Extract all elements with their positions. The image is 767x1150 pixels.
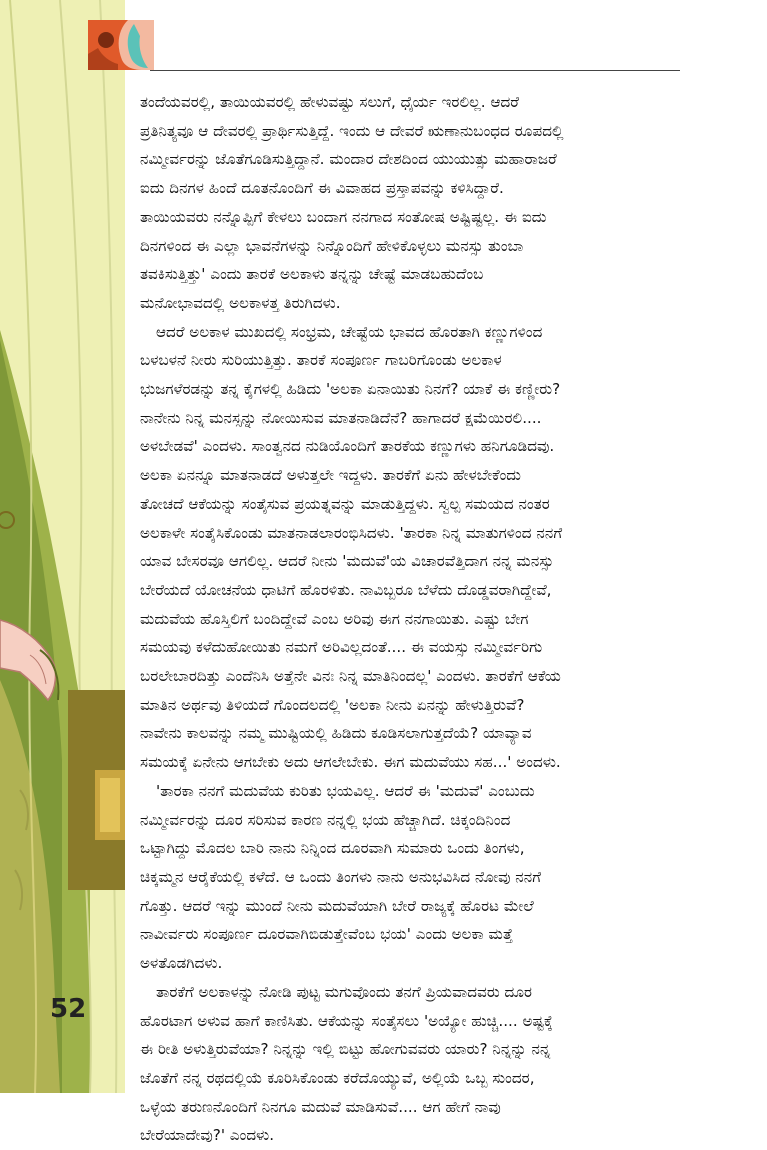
text-line: ಪ್ರತಿನಿತ್ಯವೂ ಆ ದೇವರಲ್ಲಿ ಪ್ರಾರ್ಥಿಸುತ್ತಿದ್ದೆ. ಇಂದು ಆ ದೇವರೆ ಋಣಾನುಬಂಧದ ರೂಪದಲ್ಲಿ (140, 121, 564, 140)
text-line: ನಮ್ಮೀರ್ವರನ್ನು ಜೊತೆಗೂಡಿಸುತ್ತಿದ್ದಾನೆ. ಮಂದಾರ ದೇಶದಿಂದ ಯುಯುತ್ಸು ಮಹಾರಾಜರೆ (140, 150, 557, 169)
header-rule (150, 70, 680, 71)
body-text (140, 88, 680, 1150)
text-line: ಸಮಯಕ್ಕೆ ಏನೇನು ಆಗಬೇಕು ಅದು ಆಗಲೇಬೇಕು. ಈಗ ಮದುವೆಯು ಸಹ...' ಅಂದಳು. (140, 753, 561, 772)
text-line: ಈ ರೀತಿ ಅಳುತ್ತಿರುವೆಯಾ? ನಿನ್ನನ್ನು ಇಲ್ಲಿ ಬಿಟ್ಟು ಹೋಗುವವರು ಯಾರು? ನಿನ್ನನ್ನು ನನ್ನ (140, 1040, 551, 1059)
text-line: 'ತಾರಕಾ ನನಗೆ ಮದುವೆಯ ಕುರಿತು ಭಯವಿಲ್ಲ. ಆದರೆ ಈ 'ಮದುವೆ' ಎಂಬುದು (156, 781, 535, 800)
text-line: ನಾನೇನು ನಿನ್ನ ಮನಸ್ಸನ್ನು ನೋಯಿಸುವ ಮಾತನಾಡಿದೆನೆ? ಹಾಗಾದರೆ ಕ್ಷಮೆಯಿರಲಿ.... (140, 408, 542, 427)
text-line: ಅಳಬೇಡವೆ' ಎಂದಳು. ಸಾಂತ್ವನದ ನುಡಿಯೊಂದಿಗೆ ತಾರಕೆಯ ಕಣ್ಣುಗಳು ಹನಿಗೂಡಿದವು. (140, 437, 555, 456)
page-number: 52 (50, 994, 87, 1024)
text-line: ಐದು ದಿನಗಳ ಹಿಂದೆ ದೂತನೊಂದಿಗೆ ಈ ವಿವಾಹದ ಪ್ರಸ್ತಾಪವನ್ನು ಕಳಿಸಿದ್ದಾರೆ. (140, 179, 504, 198)
text-line: ಆದರೆ ಅಲಕಾಳ ಮುಖದಲ್ಲಿ ಸಂಭ್ರಮ, ಚೇಷ್ಟೆಯ ಭಾವದ ಹೊರತಾಗಿ ಕಣ್ಣುಗಳಿಂದ (156, 322, 543, 341)
text-line: ಅಲಕಾ ಏನನ್ನೂ ಮಾತನಾಡದೆ ಅಳುತ್ತಲೇ ಇದ್ದಳು. ತಾರಕೆಗೆ ಏನು ಹೇಳಬೇಕೆಂದು (140, 466, 521, 485)
text-line: ತಂದೆಯವರಲ್ಲಿ, ತಾಯಿಯವರಲ್ಲಿ ಹೇಳುವಷ್ಟು ಸಲುಗೆ, ಧೈರ್ಯ ಇರಲಿಲ್ಲ. ಆದರೆ (140, 93, 519, 111)
text-line: ಬರಲೇಬಾರದಿತ್ತು ಎಂದೆನಿಸಿ ಅತ್ತೆನೇ ವಿನಃ ನಿನ್ನ ಮಾತಿನಿಂದಲ್ಲ' ಎಂದಳು. ತಾರಕೆಗೆ ಆಕೆಯ (140, 667, 562, 686)
paragraph (140, 777, 680, 978)
text-line: ಜೊತೆಗೆ ನನ್ನ ರಥದಲ್ಲಿಯೆ ಕೂರಿಸಿಕೊಂಡು ಕರೆದೊಯ್ಯುವೆ, ಅಲ್ಲಿಯೆ ಒಬ್ಬ ಸುಂದರ, (140, 1068, 535, 1087)
text-line: ಒಳ್ಳೆಯ ತರುಣನೊಂದಿಗೆ ನಿನಗೂ ಮದುವೆ ಮಾಡಿಸುವೆ.... ಆಗ ಹೇಗೆ ನಾವು (140, 1097, 501, 1116)
text-line: ಚಿಕ್ಕಮ್ಮನ ಆರೈಕೆಯಲ್ಲಿ ಕಳೆದೆ. ಆ ಒಂದು ತಿಂಗಳು ನಾನು ಅನುಭವಿಸಿದ ನೋವು ನನಗೆ (140, 867, 542, 886)
text-line: ಮಾತಿನ ಅರ್ಥವು ತಿಳಿಯದೆ ಗೊಂದಲದಲ್ಲಿ 'ಅಲಕಾ ನೀನು ಏನನ್ನು ಹೇಳುತ್ತಿರುವೆ? (140, 695, 525, 714)
text-line: ಬಳಬಳನೆ ನೀರು ಸುರಿಯುತ್ತಿತ್ತು. ತಾರಕೆ ಸಂಪೂರ್ಣ ಗಾಬರಿಗೊಂಡು ಅಲಕಾಳ (140, 351, 502, 370)
text-line: ಬೇರೆಯಾದೇವು?' ಎಂದಳು. (140, 1126, 275, 1145)
text-line: ಅಲಕಾಳೇ ಸಂತೈಸಿಕೊಂಡು ಮಾತನಾಡಲಾರಂಭಿಸಿದಳು. 'ತಾರಕಾ ನಿನ್ನ ಮಾತುಗಳಿಂದ ನನಗೆ (140, 523, 563, 542)
text-line: ನಾವೀರ್ವರು ಸಂಪೂರ್ಣ ದೂರವಾಗಿಬಿಡುತ್ತೇವೆಂಬ ಭಯ' ಎಂದು ಅಲಕಾ ಮತ್ತೆ (140, 925, 513, 944)
text-line: ತೋಚದೆ ಆಕೆಯನ್ನು ಸಂತೈಸುವ ಪ್ರಯತ್ನವನ್ನು ಮಾಡುತ್ತಿದ್ದಳು. ಸ್ವಲ್ಪ ಸಮಯದ ನಂತರ (140, 494, 550, 513)
text-line: ನಾವೇನು ಕಾಲವನ್ನು ನಮ್ಮ ಮುಷ್ಟಿಯಲ್ಲಿ ಹಿಡಿದು ಕೂಡಿಸಲಾಗುತ್ತದೆಯೆ? ಯಾವ್ಯಾವ (140, 724, 532, 743)
paragraph (140, 318, 680, 777)
text-line: ಯಾವ ಬೇಸರವೂ ಆಗಲಿಲ್ಲ. ಆದರೆ ನೀನು 'ಮದುವೆ'ಯ ವಿಚಾರವೆತ್ತಿದಾಗ ನನ್ನ ಮನಸ್ಸು (140, 552, 554, 571)
text-line: ದಿನಗಳಿಂದ ಈ ಎಲ್ಲಾ ಭಾವನೆಗಳನ್ನು ನಿನ್ನೊಂದಿಗೆ ಹೇಳಿಕೊಳ್ಳಲು ಮನಸ್ಸು ತುಂಬಾ (140, 236, 524, 255)
text-line: ತಾರಕೆಗೆ ಅಲಕಾಳನ್ನು ನೋಡಿ ಪುಟ್ಟ ಮಗುವೊಂದು ತನಗೆ ಪ್ರಿಯವಾದವರು ದೂರ (156, 982, 533, 1001)
text-line: ಮನೋಭಾವದಲ್ಲಿ ಅಲಕಾಳತ್ತ ತಿರುಗಿದಳು. (140, 293, 341, 312)
text-line: ಒಟ್ಟಾಗಿದ್ದು ಮೊದಲ ಬಾರಿ ನಾನು ನಿನ್ನಿಂದ ದೂರವಾಗಿ ಸುಮಾರು ಒಂದು ತಿಂಗಳು, (140, 839, 525, 858)
text-line: ಭುಜಗಳೆರಡನ್ನು ತನ್ನ ಕೈಗಳಲ್ಲಿ ಹಿಡಿದು 'ಅಲಕಾ ಏನಾಯಿತು ನಿನಗೆ? ಯಾಕೆ ಈ ಕಣ್ಣೀರು? (140, 380, 561, 399)
text-line: ತಾಯಿಯವರು ನನ್ನೊಪ್ಪಿಗೆ ಕೇಳಲು ಬಂದಾಗ ನನಗಾದ ಸಂತೋಷ ಅಷ್ಟಿಷ್ಟಲ್ಲ. ಈ ಐದು (140, 207, 547, 226)
text-line: ನಮ್ಮೀರ್ವರನ್ನು ದೂರ ಸರಿಸುವ ಕಾರಣ ನನ್ನಲ್ಲಿ ಭಯ ಹೆಚ್ಚಾಗಿದೆ. ಚಿಕ್ಕಂದಿನಿಂದ (140, 810, 511, 829)
curtain-illustration-icon (0, 0, 130, 1093)
text-line: ಮದುವೆಯ ಹೊಸ್ತಿಲಿಗೆ ಬಂದಿದ್ದೇವೆ ಎಂಬ ಅರಿವು ಈಗ ನನಗಾಯಿತು. ಎಷ್ಟು ಬೇಗ (140, 609, 529, 628)
text-line: ಹೊರಟಾಗ ಅಳುವ ಹಾಗೆ ಕಾಣಿಸಿತು. ಆಕೆಯನ್ನು ಸಂತೈಸಲು 'ಅಯ್ಯೋ ಹುಚ್ಚಿ.... ಅಷ್ಟಕ್ಕೆ (140, 1011, 553, 1030)
paragraph (140, 88, 680, 318)
text-line: ತವಕಿಸುತ್ತಿತ್ತು' ಎಂದು ತಾರಕೆ ಅಲಕಾಳು ತನ್ನನ್ನು ಚೇಷ್ಟೆ ಮಾಡಬಹುದೆಂಬ (140, 265, 484, 284)
text-line: ಬೇರೆಯದೆ ಯೋಚನೆಯ ಧಾಟಿಗೆ ಹೊರಳಿತು. ನಾವಿಬ್ಬರೂ ಬೆಳೆದು ದೊಡ್ಡವರಾಗಿದ್ದೇವೆ, (140, 580, 552, 599)
header-illustration-icon (88, 20, 154, 70)
paragraph (140, 978, 680, 1150)
text-line: ಅಳತೊಡಗಿದಳು. (140, 954, 223, 973)
text-line: ಸಮಯವು ಕಳೆದುಹೋಯಿತು ನಮಗೆ ಅರಿವಿಲ್ಲದಂತೆ.... ಈ ವಯಸ್ಸು ನಮ್ಮೀರ್ವರಿಗು (140, 638, 543, 657)
text-line: ಗೊತ್ತು. ಆದರೆ ಇನ್ನು ಮುಂದೆ ನೀನು ಮದುವೆಯಾಗಿ ಬೇರೆ ರಾಜ್ಯಕ್ಕೆ ಹೊರಟ ಮೇಲೆ (140, 896, 534, 915)
